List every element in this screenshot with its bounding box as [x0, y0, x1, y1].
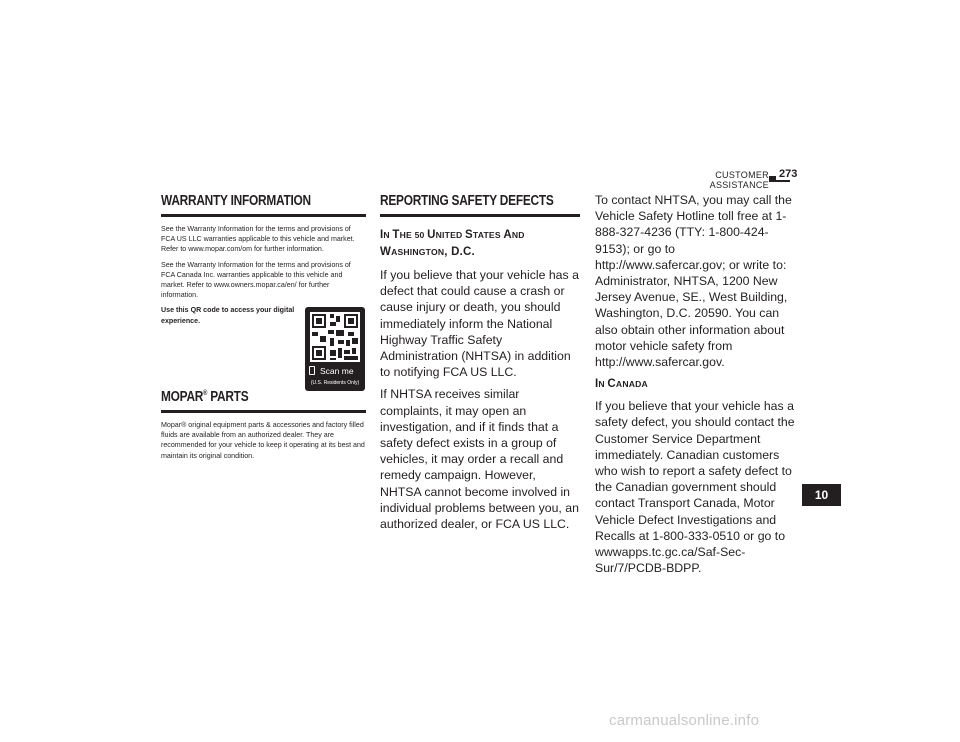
qr-scan-label: Scan me [320, 366, 354, 376]
warranty-rule [161, 214, 366, 217]
section-title: CUSTOMER ASSISTANCE [663, 170, 769, 190]
us-paragraph-2: If NHTSA receives similar complaints, it may open an investigation, and if it finds that a safety defect exists in a group of vehicles, it may order a recall and remedy campaign. However, NHTSA cannot become involved in individual problems between you, an authorized dealer, or FCA US LLC. [380, 387, 579, 532]
qr-code-icon [310, 312, 360, 362]
mopar-rule [161, 410, 366, 413]
phone-icon [309, 366, 315, 375]
mopar-heading: MOPAR® PARTS [161, 389, 249, 405]
canada-paragraph: If you believe that your vehicle has a safety defect, you should contact the Customer Service Department immediately. Canadian customers who wish to report a safety defect to the Canadian government should contact Transport Canada, Motor Vehicle Defect Investigations and Recalls at 1-800-333-0510 or go to wwwapps.tc.gc.ca/Saf-Sec-Sur/7/PCDB-BDPP. [595, 399, 795, 576]
watermark: carmanualsonline.info [609, 712, 760, 729]
safety-section-continued [595, 192, 800, 582]
safety-rule [380, 214, 580, 217]
qr-prompt: Use this QR code to access your digital experience. [161, 306, 295, 325]
warranty-paragraph-canada: See the Warranty Information for the terms and provisions of FCA Canada Inc. warranties applicable to this vehicle and market. Refer to www.owners.mopar.ca/en/ for further information. [161, 260, 351, 300]
warranty-heading: WARRANTY INFORMATION [161, 193, 311, 209]
safety-heading: REPORTING SAFETY DEFECTS [380, 193, 554, 209]
safety-section [380, 193, 580, 538]
nhtsa-contact-paragraph: To contact NHTSA, you may call the Vehicle Safety Hotline toll free at 1-888-327-4236 (TTY: 1-800-424-9153); or go to http://www.safercar.gov; or write to: Administrator, NHTSA, 1200 New Jersey Avenue, SE., West Building, Washington, D.C. 20590. You can also obtain other information about motor vehicle safety from http://www.safercar.gov. [595, 193, 792, 370]
chapter-tab[interactable]: 10 [802, 484, 841, 506]
us-paragraph-1: If you believe that your vehicle has a defect that could cause a crash or cause injury or death, you should immediately inform the National Highway Traffic Safety Administration (NHTSA) in addition to notifying FCA US LLC. [380, 268, 579, 380]
mopar-section [161, 389, 366, 466]
mopar-paragraph: Mopar® original equipment parts & accessories and factory filled fluids are available from an authorized dealer. They are recommended for your vehicle to keep it operating at its best and maintain its original condition. [161, 421, 365, 460]
qr-residency-note: (U.S. Residents Only) [310, 380, 360, 386]
page-number: 273 [776, 168, 800, 180]
warranty-paragraph-us: See the Warranty Information for the terms and provisions of FCA US LLC warranties applicable to this vehicle and market. Refer to www.mopar.com/om for further information. [161, 225, 355, 254]
canada-subheading: IN CANADA [595, 378, 648, 391]
us-subheading: IN THE 50 UNITED STATES AND WASHINGTON, D.C. [380, 229, 525, 258]
